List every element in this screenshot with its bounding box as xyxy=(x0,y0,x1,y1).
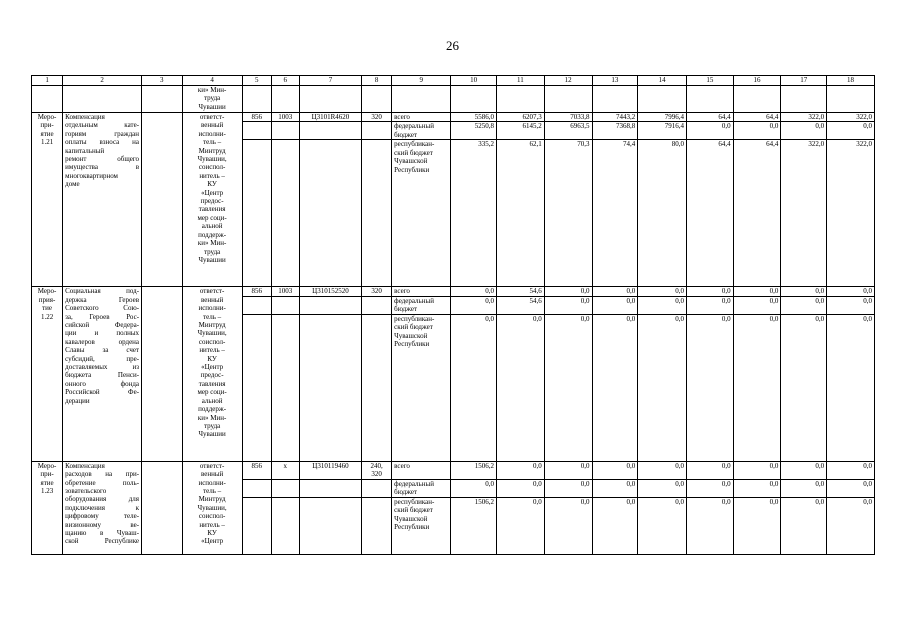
continuation-cell-5 xyxy=(242,86,271,113)
value-year-9: 0,0 xyxy=(827,497,875,554)
value-year-6: 0,0 xyxy=(686,479,733,497)
funding-source: федеральный бюджет xyxy=(392,479,451,497)
value-year-9: 322,0 xyxy=(827,140,875,287)
value-year-2: 6207,3 xyxy=(497,113,545,122)
value-year-4: 0,0 xyxy=(592,296,638,314)
value-year-3: 7033,8 xyxy=(544,113,592,122)
empty-cell xyxy=(142,287,182,461)
value-year-8: 0,0 xyxy=(781,461,827,479)
code-csr: Ц310152520 xyxy=(299,287,361,296)
continuation-cell-7 xyxy=(299,86,361,113)
value-year-1: 335,2 xyxy=(451,140,497,287)
funding-source: всего xyxy=(392,113,451,122)
column-number-10: 10 xyxy=(451,76,497,86)
code-csr xyxy=(299,296,361,314)
funding-source: республикан- ский бюджет Чувашской Республики xyxy=(392,140,451,287)
value-year-4: 0,0 xyxy=(592,461,638,479)
empty-cell xyxy=(142,113,182,287)
value-year-9: 322,0 xyxy=(827,113,875,122)
value-year-7: 0,0 xyxy=(733,122,781,140)
continuation-cell-9 xyxy=(392,86,451,113)
measure-number: Меро- при- ятие 1.21 xyxy=(32,113,63,287)
value-year-6: 64,4 xyxy=(686,113,733,122)
value-year-8: 0,0 xyxy=(781,296,827,314)
code-grbs: 856 xyxy=(242,287,271,296)
value-year-4: 0,0 xyxy=(592,479,638,497)
code-csr xyxy=(299,140,361,287)
continuation-row xyxy=(32,86,875,113)
column-number-3: 3 xyxy=(142,76,182,86)
value-year-9: 0,0 xyxy=(827,122,875,140)
code-grbs xyxy=(242,497,271,554)
continuation-cell-13 xyxy=(592,86,638,113)
code-vr xyxy=(362,479,392,497)
value-year-2: 0,0 xyxy=(497,461,545,479)
value-year-2: 54,6 xyxy=(497,296,545,314)
value-year-7: 0,0 xyxy=(733,296,781,314)
value-year-6: 0,0 xyxy=(686,296,733,314)
measure-name: Компенсация расходов на при- обретение поль- зовательского оборудования для подключения к цифровому теле- визионному ве- щанию в Чуваш- ской Республике xyxy=(63,461,142,554)
column-number-2: 2 xyxy=(63,76,142,86)
value-year-5: 0,0 xyxy=(638,296,687,314)
value-year-3: 0,0 xyxy=(544,479,592,497)
value-year-5: 0,0 xyxy=(638,287,687,296)
budget-table xyxy=(31,75,875,555)
empty-cell xyxy=(142,461,182,554)
responsible-executor: ответст- венный исполни- тель – Минтруд Чувашии, соиспол- нитель – КУ «Центр предос- тавления мер соци- альной поддерж- ки» Мин- труда Чувашии xyxy=(182,113,242,287)
code-grbs xyxy=(242,479,271,497)
code-rzpr xyxy=(271,497,299,554)
code-grbs: 856 xyxy=(242,461,271,479)
funding-source: федеральный бюджет xyxy=(392,296,451,314)
value-year-7: 64,4 xyxy=(733,113,781,122)
value-year-1: 0,0 xyxy=(451,287,497,296)
column-number-5: 5 xyxy=(242,76,271,86)
table-body xyxy=(32,76,875,555)
column-number-1: 1 xyxy=(32,76,63,86)
value-year-1: 0,0 xyxy=(451,479,497,497)
value-year-6: 0,0 xyxy=(686,122,733,140)
value-year-2: 0,0 xyxy=(497,497,545,554)
continuation-cell-17 xyxy=(781,86,827,113)
column-number-11: 11 xyxy=(497,76,545,86)
value-year-7: 0,0 xyxy=(733,461,781,479)
funding-source: федеральный бюджет xyxy=(392,122,451,140)
value-year-5: 0,0 xyxy=(638,461,687,479)
value-year-8: 0,0 xyxy=(781,314,827,461)
column-number-12: 12 xyxy=(544,76,592,86)
continuation-cell-15 xyxy=(686,86,733,113)
value-year-6: 64,4 xyxy=(686,140,733,287)
continuation-cell-4: ки» Мин- труда Чувашии xyxy=(182,86,242,113)
value-year-1: 5586,0 xyxy=(451,113,497,122)
column-number-13: 13 xyxy=(592,76,638,86)
funding-source: республикан- ский бюджет Чувашской Республики xyxy=(392,314,451,461)
funding-source: всего xyxy=(392,461,451,479)
code-grbs xyxy=(242,122,271,140)
continuation-cell-8 xyxy=(362,86,392,113)
code-grbs xyxy=(242,140,271,287)
continuation-cell-2 xyxy=(63,86,142,113)
code-vr: 320 xyxy=(362,287,392,296)
value-year-5: 7996,4 xyxy=(638,113,687,122)
value-year-7: 64,4 xyxy=(733,140,781,287)
continuation-cell-18 xyxy=(827,86,875,113)
value-year-3: 6963,5 xyxy=(544,122,592,140)
continuation-cell-6 xyxy=(271,86,299,113)
value-year-1: 0,0 xyxy=(451,296,497,314)
value-year-4: 0,0 xyxy=(592,287,638,296)
measure-name: Социальная под- держка Героев Советского Сою- за, Героев Рос- сийской Федера- ции и полных кавалеров ордена Славы за счет субсидий, пре- доставляемых из бюджета Пенси- онного фонда Российской Фе- дерации xyxy=(63,287,142,461)
value-year-7: 0,0 xyxy=(733,497,781,554)
value-year-2: 54,6 xyxy=(497,287,545,296)
code-csr xyxy=(299,479,361,497)
responsible-executor: ответст- венный исполни- тель – Минтруд Чувашии, соиспол- нитель – КУ «Центр xyxy=(182,461,242,554)
measure-name: Компенсация отдельным кате- гориям граждан оплаты взноса на капитальный ремонт общего имущества в многоквартирном доме xyxy=(63,113,142,287)
table-row xyxy=(32,461,875,479)
column-number-17: 17 xyxy=(781,76,827,86)
value-year-6: 0,0 xyxy=(686,461,733,479)
value-year-8: 0,0 xyxy=(781,122,827,140)
value-year-5: 0,0 xyxy=(638,497,687,554)
header-row xyxy=(32,76,875,86)
column-number-16: 16 xyxy=(733,76,781,86)
code-rzpr xyxy=(271,296,299,314)
column-number-7: 7 xyxy=(299,76,361,86)
value-year-8: 0,0 xyxy=(781,287,827,296)
responsible-executor: ответст- венный исполни- тель – Минтруд Чувашии, соиспол- нитель – КУ «Центр предос- тавления мер соци- альной поддерж- ки» Мин- труда Чувашии xyxy=(182,287,242,461)
column-number-8: 8 xyxy=(362,76,392,86)
continuation-cell-16 xyxy=(733,86,781,113)
code-csr: Ц3101R4620 xyxy=(299,113,361,122)
code-csr: Ц310119460 xyxy=(299,461,361,479)
value-year-3: 0,0 xyxy=(544,497,592,554)
code-vr xyxy=(362,296,392,314)
code-vr xyxy=(362,140,392,287)
code-csr xyxy=(299,497,361,554)
continuation-cell-11 xyxy=(497,86,545,113)
code-csr xyxy=(299,314,361,461)
column-number-6: 6 xyxy=(271,76,299,86)
value-year-8: 322,0 xyxy=(781,140,827,287)
column-number-15: 15 xyxy=(686,76,733,86)
code-rzpr xyxy=(271,122,299,140)
value-year-2: 62,1 xyxy=(497,140,545,287)
value-year-4: 0,0 xyxy=(592,497,638,554)
value-year-7: 0,0 xyxy=(733,287,781,296)
value-year-2: 6145,2 xyxy=(497,122,545,140)
code-grbs xyxy=(242,314,271,461)
funding-source: республикан- ский бюджет Чувашской Республики xyxy=(392,497,451,554)
value-year-5: 0,0 xyxy=(638,479,687,497)
value-year-8: 322,0 xyxy=(781,113,827,122)
page-number: 26 xyxy=(446,38,459,53)
value-year-1: 1506,2 xyxy=(451,497,497,554)
value-year-1: 0,0 xyxy=(451,314,497,461)
value-year-3: 0,0 xyxy=(544,461,592,479)
code-rzpr xyxy=(271,479,299,497)
value-year-4: 7443,2 xyxy=(592,113,638,122)
value-year-4: 7368,8 xyxy=(592,122,638,140)
value-year-3: 0,0 xyxy=(544,296,592,314)
table-row xyxy=(32,287,875,296)
code-vr: 320 xyxy=(362,113,392,122)
value-year-4: 74,4 xyxy=(592,140,638,287)
code-csr xyxy=(299,122,361,140)
value-year-9: 0,0 xyxy=(827,287,875,296)
column-number-18: 18 xyxy=(827,76,875,86)
continuation-cell-10 xyxy=(451,86,497,113)
code-rzpr: 1003 xyxy=(271,113,299,122)
code-grbs: 856 xyxy=(242,113,271,122)
column-number-9: 9 xyxy=(392,76,451,86)
value-year-6: 0,0 xyxy=(686,314,733,461)
value-year-8: 0,0 xyxy=(781,479,827,497)
code-rzpr xyxy=(271,314,299,461)
measure-number: Меро- прия- тие 1.22 xyxy=(32,287,63,461)
code-vr xyxy=(362,122,392,140)
value-year-1: 5250,8 xyxy=(451,122,497,140)
value-year-2: 0,0 xyxy=(497,479,545,497)
value-year-9: 0,0 xyxy=(827,314,875,461)
code-rzpr xyxy=(271,140,299,287)
measure-number: Меро- при- ятие 1.23 xyxy=(32,461,63,554)
code-rzpr: х xyxy=(271,461,299,479)
value-year-5: 0,0 xyxy=(638,314,687,461)
table-row xyxy=(32,113,875,122)
continuation-cell-12 xyxy=(544,86,592,113)
value-year-4: 0,0 xyxy=(592,314,638,461)
continuation-cell-14 xyxy=(638,86,687,113)
continuation-cell-3 xyxy=(142,86,182,113)
code-grbs xyxy=(242,296,271,314)
value-year-9: 0,0 xyxy=(827,296,875,314)
value-year-9: 0,0 xyxy=(827,479,875,497)
column-number-4: 4 xyxy=(182,76,242,86)
value-year-7: 0,0 xyxy=(733,479,781,497)
code-rzpr: 1003 xyxy=(271,287,299,296)
code-vr xyxy=(362,497,392,554)
continuation-cell-1 xyxy=(32,86,63,113)
funding-source: всего xyxy=(392,287,451,296)
value-year-7: 0,0 xyxy=(733,314,781,461)
code-vr: 240, 320 xyxy=(362,461,392,479)
value-year-1: 1506,2 xyxy=(451,461,497,479)
value-year-5: 7916,4 xyxy=(638,122,687,140)
value-year-3: 70,3 xyxy=(544,140,592,287)
value-year-8: 0,0 xyxy=(781,497,827,554)
value-year-6: 0,0 xyxy=(686,287,733,296)
value-year-6: 0,0 xyxy=(686,497,733,554)
column-number-14: 14 xyxy=(638,76,687,86)
code-vr xyxy=(362,314,392,461)
value-year-2: 0,0 xyxy=(497,314,545,461)
value-year-9: 0,0 xyxy=(827,461,875,479)
value-year-3: 0,0 xyxy=(544,314,592,461)
value-year-5: 80,0 xyxy=(638,140,687,287)
value-year-3: 0,0 xyxy=(544,287,592,296)
